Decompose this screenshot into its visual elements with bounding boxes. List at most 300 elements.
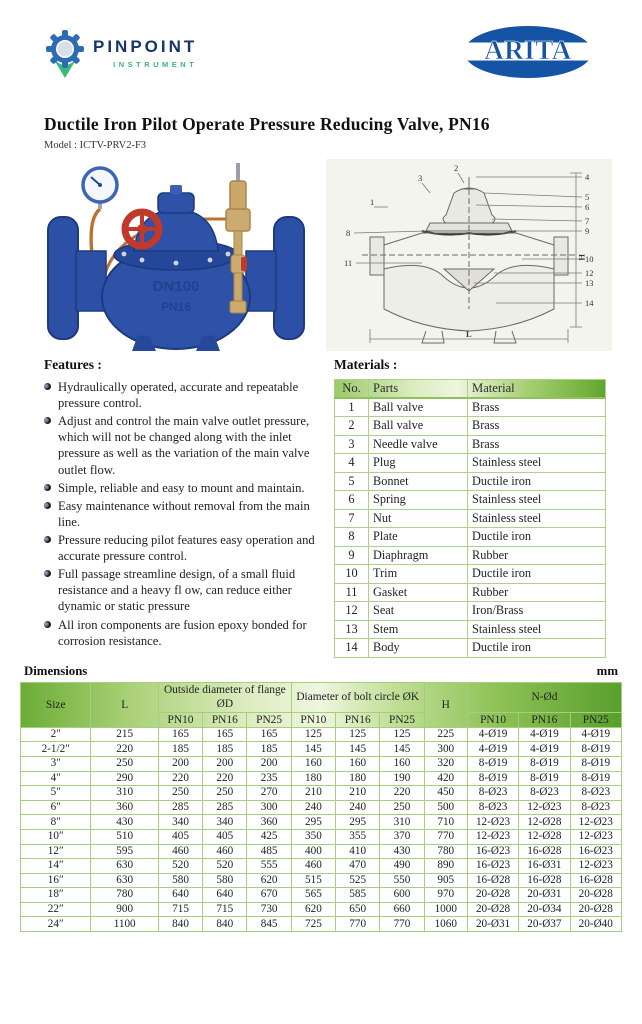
valve-diagram-drawing [326,159,612,351]
dim-sub-nod-pn25: PN25 [570,712,621,727]
feature-item [44,413,334,477]
table-cell: Stainless steel [468,491,606,510]
table-cell: 14 [335,639,369,658]
table-cell: 400 [291,844,335,859]
table-cell: 715 [158,902,202,917]
table-cell: 300 [424,742,467,757]
table-cell: 840 [158,917,202,932]
table-cell: 600 [380,888,424,903]
arita-logo [460,22,596,87]
table-cell: 240 [336,800,380,815]
dim-sub-bolt-pn16: PN16 [336,712,380,727]
table-cell: 8-Ø23 [570,786,621,801]
feature-item [44,566,334,614]
table-cell: 710 [424,815,467,830]
table-cell: 9 [335,546,369,565]
table-row [21,742,622,757]
feature-text: Simple, reliable and easy to mount and maintain. [58,480,305,495]
bullet-icon [44,502,51,509]
features-materials-row [20,351,622,658]
table-cell: Ball valve [369,417,468,436]
table-cell: 10 [335,565,369,584]
table-cell: 340 [203,815,247,830]
table-cell: 2-1/2″ [21,742,91,757]
table-cell: 890 [424,859,467,874]
table-cell: 715 [203,902,247,917]
materials-heading: Materials : [334,357,398,372]
embossed-dn-label: DN100 [152,278,200,295]
table-cell: 1000 [424,902,467,917]
table-cell: 190 [380,771,424,786]
table-cell: 4-Ø19 [519,727,570,742]
table-row [335,639,606,658]
table-cell: 8-Ø19 [519,756,570,771]
table-cell: 310 [91,786,158,801]
table-cell: 215 [91,727,158,742]
table-row [21,786,622,801]
table-row [335,398,606,417]
diagram-callout-9: 9 [585,226,590,236]
table-cell: 460 [158,844,202,859]
table-cell: 430 [91,815,158,830]
table-cell: 770 [336,917,380,932]
table-cell: 430 [380,844,424,859]
table-cell: 16-Ø31 [519,859,570,874]
table-cell: 250 [91,756,158,771]
table-cell: 620 [247,873,291,888]
table-cell: 460 [203,844,247,859]
table-cell: Spring [369,491,468,510]
table-cell: Ductile iron [468,565,606,584]
table-cell: 3 [335,435,369,454]
feature-item [44,617,334,649]
table-cell: 250 [158,786,202,801]
title-block [20,100,622,151]
table-cell: 180 [291,771,335,786]
table-cell: 10″ [21,829,91,844]
table-cell: 16-Ø23 [467,844,518,859]
table-cell: Needle valve [369,435,468,454]
table-cell: 4 [335,454,369,473]
valve-diagram [326,159,612,351]
table-cell: 8-Ø23 [467,800,518,815]
table-cell: 5 [335,472,369,491]
dim-sub-od-pn10: PN10 [158,712,202,727]
table-cell: 12-Ø28 [519,815,570,830]
table-cell: 13 [335,620,369,639]
table-cell: 670 [247,888,291,903]
table-cell: 20-Ø28 [467,888,518,903]
table-cell: Ductile iron [468,472,606,491]
table-cell: 20-Ø28 [467,902,518,917]
table-cell: 125 [336,727,380,742]
pinpoint-wordmark: PINPOINT [93,37,198,56]
table-cell: 125 [380,727,424,742]
feature-text: Adjust and control the main valve outlet pressure, which will not be changed along with the inlet pressure as well as the variation of the main valve outlet flow. [58,414,310,477]
diagram-callout-8: 8 [346,228,351,238]
table-row [21,859,622,874]
dim-sub-bolt-pn25: PN25 [380,712,424,727]
table-cell: 450 [424,786,467,801]
table-cell: Stainless steel [468,620,606,639]
table-cell: 580 [203,873,247,888]
table-cell: 500 [424,800,467,815]
table-cell: 340 [158,815,202,830]
dimensions-unit: mm [596,663,618,678]
table-cell: 210 [336,786,380,801]
table-row [335,454,606,473]
table-cell: 565 [291,888,335,903]
table-cell: 510 [91,829,158,844]
table-cell: Brass [468,417,606,436]
diagram-callout-3: 3 [418,173,423,183]
table-cell: 770 [380,917,424,932]
images-row [20,151,622,351]
diagram-callout-4: 4 [585,172,590,182]
table-cell: 165 [203,727,247,742]
table-cell: 350 [291,829,335,844]
table-cell: 20-Ø31 [519,888,570,903]
features-list [44,379,334,649]
table-cell: 360 [247,815,291,830]
diagram-callout-12: 12 [585,268,594,278]
dim-group-nod: N-Ød [467,682,621,712]
feature-text: All iron components are fusion epoxy bonded for corrosion resistance. [58,617,307,648]
table-cell: 8-Ø23 [467,786,518,801]
dim-sub-od-pn16: PN16 [203,712,247,727]
table-row [21,888,622,903]
table-cell: 250 [203,786,247,801]
table-row [21,873,622,888]
table-cell: 12-Ø28 [519,829,570,844]
pinpoint-gear-pin-icon [44,28,86,80]
bullet-icon [44,417,51,424]
dimensions-section [20,658,622,933]
table-cell: 8-Ø23 [570,800,621,815]
table-row [335,602,606,621]
table-cell: 12-Ø23 [570,859,621,874]
table-cell: 300 [247,800,291,815]
table-cell: 295 [336,815,380,830]
table-cell: 220 [380,786,424,801]
bullet-icon [44,536,51,543]
table-cell: 520 [158,859,202,874]
dimensions-heading: Dimensions [24,663,88,678]
feature-item [44,480,334,496]
pinpoint-logo [44,28,197,80]
table-cell: Rubber [468,546,606,565]
valve-photo-illustration [38,159,318,351]
table-cell: 2″ [21,727,91,742]
table-row [335,491,606,510]
feature-text: Hydraulically operated, accurate and repeatable pressure control. [58,380,299,411]
materials-section [334,357,606,658]
table-row [21,815,622,830]
table-cell: Plug [369,454,468,473]
table-cell: Nut [369,509,468,528]
bullet-icon [44,484,51,491]
table-cell: 12-Ø23 [467,829,518,844]
table-cell: 4-Ø19 [467,727,518,742]
table-cell: 220 [203,771,247,786]
table-cell: 355 [336,829,380,844]
model-number: Model : ICTV-PRV2-F3 [44,140,147,151]
diagram-callout-13: 13 [585,278,594,288]
dimensions-heading-row [20,658,622,682]
table-cell: 12-Ø23 [570,815,621,830]
table-cell: 8-Ø19 [570,771,621,786]
table-row [21,829,622,844]
diagram-callout-5: 5 [585,192,590,202]
table-row [335,620,606,639]
page-title: Ductile Iron Pilot Operate Pressure Reducing Valve, PN16 [44,114,490,134]
arita-logo-icon [460,22,596,82]
table-cell: 370 [380,829,424,844]
table-cell: Rubber [468,583,606,602]
table-cell: 8-Ø19 [467,756,518,771]
table-cell: 185 [203,742,247,757]
table-cell: 125 [291,727,335,742]
table-cell: 780 [91,888,158,903]
table-cell: 360 [91,800,158,815]
table-cell: 11 [335,583,369,602]
table-cell: Iron/Brass [468,602,606,621]
table-cell: 725 [291,917,335,932]
table-cell: 160 [380,756,424,771]
materials-col-material: Material [468,380,606,399]
pinpoint-subtitle: INSTRUMENT [113,60,198,69]
table-cell: 16″ [21,873,91,888]
table-cell: Brass [468,398,606,417]
table-cell: 555 [247,859,291,874]
table-cell: 410 [336,844,380,859]
diagram-dim-h: H [577,254,587,261]
valve-photo [38,159,318,351]
bullet-icon [44,621,51,628]
table-cell: 20-Ø34 [519,902,570,917]
table-cell: 4″ [21,771,91,786]
table-cell: 970 [424,888,467,903]
table-cell: Bonnet [369,472,468,491]
table-cell: 165 [247,727,291,742]
table-row [335,472,606,491]
table-cell: 220 [91,742,158,757]
dim-sub-nod-pn10: PN10 [467,712,518,727]
feature-item [44,532,334,564]
table-cell: 12-Ø23 [519,800,570,815]
table-cell: 200 [158,756,202,771]
table-cell: 145 [380,742,424,757]
dim-col-h: H [424,682,467,727]
table-cell: 6 [335,491,369,510]
table-cell: 405 [158,829,202,844]
table-cell: 905 [424,873,467,888]
table-cell: 20-Ø37 [519,917,570,932]
table-cell: 16-Ø23 [467,859,518,874]
table-cell: 225 [424,727,467,742]
table-cell: 640 [203,888,247,903]
table-cell: 470 [336,859,380,874]
table-cell: 14″ [21,859,91,874]
table-cell: 8 [335,528,369,547]
table-cell: 660 [380,902,424,917]
table-row [335,583,606,602]
table-cell: 630 [91,859,158,874]
feature-text: Easy maintenance without removal from the main line. [58,498,310,529]
materials-table [334,379,606,658]
table-cell: Ductile iron [468,639,606,658]
table-cell: 16-Ø28 [519,873,570,888]
table-cell: 6″ [21,800,91,815]
dimensions-table [20,682,622,933]
pinpoint-logo-text [93,28,197,69]
table-cell: 585 [336,888,380,903]
table-cell: Plate [369,528,468,547]
dimensions-group-header-row [21,682,622,712]
table-cell: 185 [247,742,291,757]
table-cell: 8-Ø19 [467,771,518,786]
table-row [21,771,622,786]
materials-col-parts: Parts [369,380,468,399]
feature-item [44,379,334,411]
feature-item [44,498,334,530]
table-cell: 320 [424,756,467,771]
table-cell: 12-Ø23 [570,829,621,844]
table-cell: Seat [369,602,468,621]
table-cell: 200 [247,756,291,771]
table-row [21,917,622,932]
table-cell: 12 [335,602,369,621]
table-cell: 5″ [21,786,91,801]
table-cell: 595 [91,844,158,859]
table-cell: 285 [158,800,202,815]
table-cell: 770 [424,829,467,844]
table-cell: 235 [247,771,291,786]
table-cell: 8-Ø19 [570,756,621,771]
table-cell: 295 [291,815,335,830]
table-cell: 16-Ø28 [519,844,570,859]
dim-sub-bolt-pn10: PN10 [291,712,335,727]
table-cell: 650 [336,902,380,917]
feature-text: Full passage streamline design, of a small fluid resistance and a heavy fl ow, can reduce either dynamic or static pressure [58,567,296,614]
table-cell: 580 [158,873,202,888]
table-cell: 200 [203,756,247,771]
table-cell: 7 [335,509,369,528]
diagram-callout-11: 11 [344,258,353,268]
diagram-dim-l: L [466,329,472,339]
table-cell: 425 [247,829,291,844]
table-cell: 8-Ø19 [570,742,621,757]
table-cell: 12-Ø23 [467,815,518,830]
diagram-callout-14: 14 [585,298,594,308]
table-cell: 4-Ø19 [570,727,621,742]
dim-sub-nod-pn16: PN16 [519,712,570,727]
table-cell: 18″ [21,888,91,903]
embossed-pn-label: PN16 [160,300,192,314]
bullet-icon [44,383,51,390]
table-cell: 8″ [21,815,91,830]
diagram-callout-10: 10 [585,254,594,264]
table-cell: 12″ [21,844,91,859]
table-cell: 250 [380,800,424,815]
table-cell: 8-Ø23 [519,786,570,801]
table-cell: 20-Ø28 [570,902,621,917]
diagram-callout-6: 6 [585,202,590,212]
dim-col-l: L [91,682,158,727]
table-cell: 145 [336,742,380,757]
table-cell: Gasket [369,583,468,602]
materials-col-no: No. [335,380,369,399]
table-cell: Stainless steel [468,454,606,473]
table-cell: 220 [158,771,202,786]
table-row [335,565,606,584]
dim-col-size: Size [21,682,91,727]
table-cell: 840 [203,917,247,932]
table-cell: 490 [380,859,424,874]
table-cell: 16-Ø28 [570,873,621,888]
table-cell: 515 [291,873,335,888]
feature-text: Pressure reducing pilot features easy operation and accurate pressure control. [58,532,315,564]
table-cell: 20-Ø40 [570,917,621,932]
table-cell: 8-Ø19 [519,771,570,786]
table-cell: Stem [369,620,468,639]
table-cell: 550 [380,873,424,888]
table-cell: Stainless steel [468,509,606,528]
table-cell: 16-Ø28 [467,873,518,888]
table-cell: 290 [91,771,158,786]
features-section [44,357,334,658]
materials-header-row [335,380,606,399]
table-cell: 630 [91,873,158,888]
table-cell: 285 [203,800,247,815]
table-cell: 22″ [21,902,91,917]
table-cell: 780 [424,844,467,859]
arita-wordmark: ARITA [484,35,572,65]
table-cell: 460 [291,859,335,874]
table-row [21,902,622,917]
table-cell: 16-Ø23 [570,844,621,859]
table-cell: Trim [369,565,468,584]
table-cell: 730 [247,902,291,917]
table-cell: 1100 [91,917,158,932]
table-cell: 240 [291,800,335,815]
table-cell: 4-Ø19 [467,742,518,757]
table-cell: 845 [247,917,291,932]
table-row [21,844,622,859]
table-cell: 640 [158,888,202,903]
table-cell: 525 [336,873,380,888]
table-cell: 180 [336,771,380,786]
bullet-icon [44,570,51,577]
table-cell: 485 [247,844,291,859]
table-cell: 20-Ø28 [570,888,621,903]
table-row [21,727,622,742]
table-cell: 520 [203,859,247,874]
table-cell: Ball valve [369,398,468,417]
table-row [335,417,606,436]
table-cell: 2 [335,417,369,436]
table-cell: 210 [291,786,335,801]
table-cell: 4-Ø19 [519,742,570,757]
table-cell: 145 [291,742,335,757]
table-cell: Brass [468,435,606,454]
page-header [20,22,622,100]
table-row [21,800,622,815]
table-cell: 310 [380,815,424,830]
table-cell: 620 [291,902,335,917]
dim-group-od: Outside diameter of flange ØD [158,682,291,712]
table-cell: 420 [424,771,467,786]
